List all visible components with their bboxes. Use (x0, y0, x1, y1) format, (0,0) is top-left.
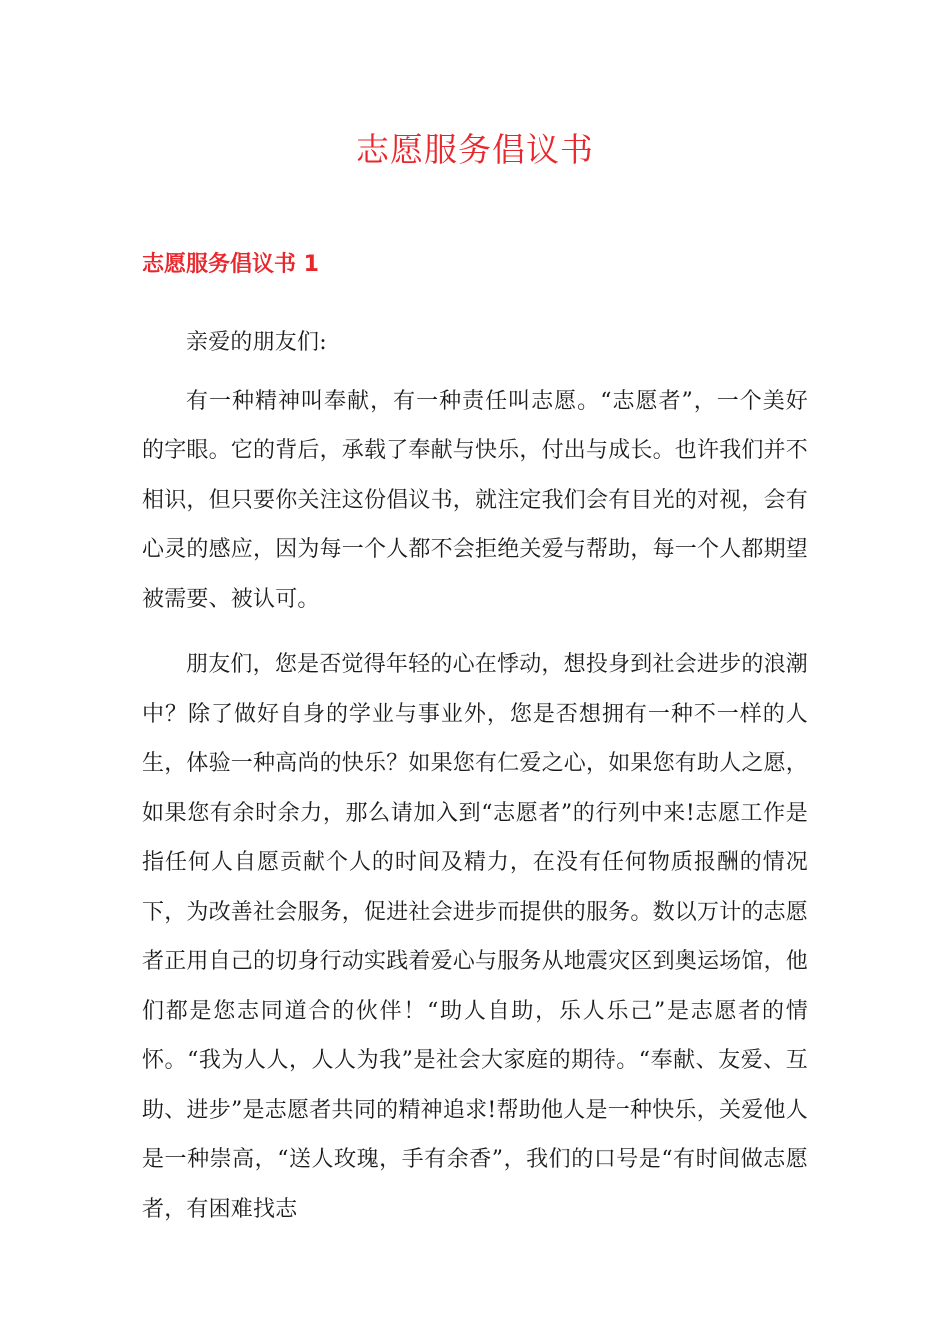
body-paragraph: 朋友们，您是否觉得年轻的心在悸动，想投身到社会进步的浪潮中？除了做好自身的学业与事业外，您是否想拥有一种不一样的人生，体验一种高尚的快乐？如果您有仁爱之心，如果您有助人之愿，如果您有余时余力，那么请加入到“志愿者”的行列中来!志愿工作是指任何人自愿贡献个人的时间及精力，在没有任何物质报酬的情况下，为改善社会服务，促进社会进步而提供的服务。数以万计的志愿者正用自己的切身行动实践着爱心与服务从地震灾区到奥运场馆，他们都是您志同道合的伙伴！“助人自助，乐人乐己”是志愿者的情怀。“我为人人，人人为我”是社会大家庭的期待。“奉献、友爱、互助、进步”是志愿者共同的精神追求!帮助他人是一种快乐，关爱他人是一种崇高，“送人玫瑰，手有余香”，我们的口号是“有时间做志愿者，有困难找志 (142, 652, 809, 1222)
section-heading: 志愿服务倡议书 1 (142, 252, 319, 277)
document-title: 志愿服务倡议书 (356, 130, 594, 169)
greeting-line: 亲爱的朋友们: (186, 330, 327, 355)
body-paragraph: 有一种精神叫奉献，有一种责任叫志愿。“志愿者”，一个美好的字眼。它的背后，承载了奉献与快乐，付出与成长。也许我们并不相识，但只要你关注这份倡议书，就注定我们会有目光的对视，会有心灵的感应，因为每一个人都不会拒绝关爱与帮助，每一个人都期望被需要、被认可。 (142, 388, 809, 612)
document-body (142, 318, 808, 1234)
